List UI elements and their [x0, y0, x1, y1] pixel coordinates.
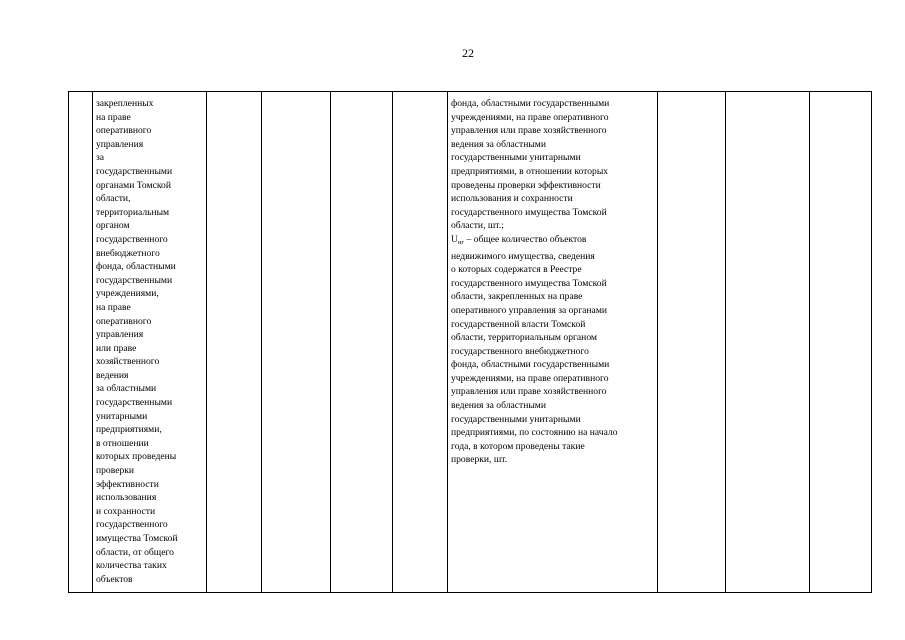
table-cell-9 [726, 92, 810, 593]
table-cell-8 [658, 92, 726, 593]
table-cell-6 [393, 92, 448, 593]
table-row [69, 92, 872, 593]
page-number: 22 [462, 46, 474, 60]
table-cell-formula-description [448, 92, 658, 593]
formula-text-part-1: фонда, областными государственными учреждениями, на праве оперативного управления или праве хозяйственного ведения за областными государственными унитарными предприятиями, в отношении которых проведены проверки эффективности использования и сохранности государственного имущества Томской области, шт.; [451, 98, 610, 232]
formula-variable-symbol: U [451, 233, 458, 245]
table-cell-indicator-name: закрепленных на праве оперативного управления за государственными органами Томской области, территориальным органом государственного внебюджетного фонда, областными государственными учреждениями, на праве оперативного управления или праве хозяйственного ведения за областными государственными унитарными предприятиями, в отношении которых проведены проверки эффективности использования и сохранности государственного имущества Томской области, от общего количества таких объектов [93, 92, 207, 593]
formula-variable-subscript: нг [457, 238, 465, 246]
table-cell-5 [331, 92, 393, 593]
table-cell-4 [262, 92, 331, 593]
table-cell-10 [810, 92, 872, 593]
table-cell-number [69, 92, 93, 593]
formula-text-part-2: – общее количество объектов недвижимого имущества, сведения о которых содержатся в Реестре государственного имущества Томской области, закрепленных на праве оперативного управления за органами государственной власти Томской области, территориальным органом государственного внебюджетного фонда, областными государственными учреждениями, на праве оперативного управления или праве хозяйственного ведения за областными государственными унитарными предприятиями, по состоянию на начало года, в котором проведены такие проверки, шт. [451, 233, 618, 466]
indicator-table [68, 91, 872, 593]
table-cell-3 [207, 92, 262, 593]
